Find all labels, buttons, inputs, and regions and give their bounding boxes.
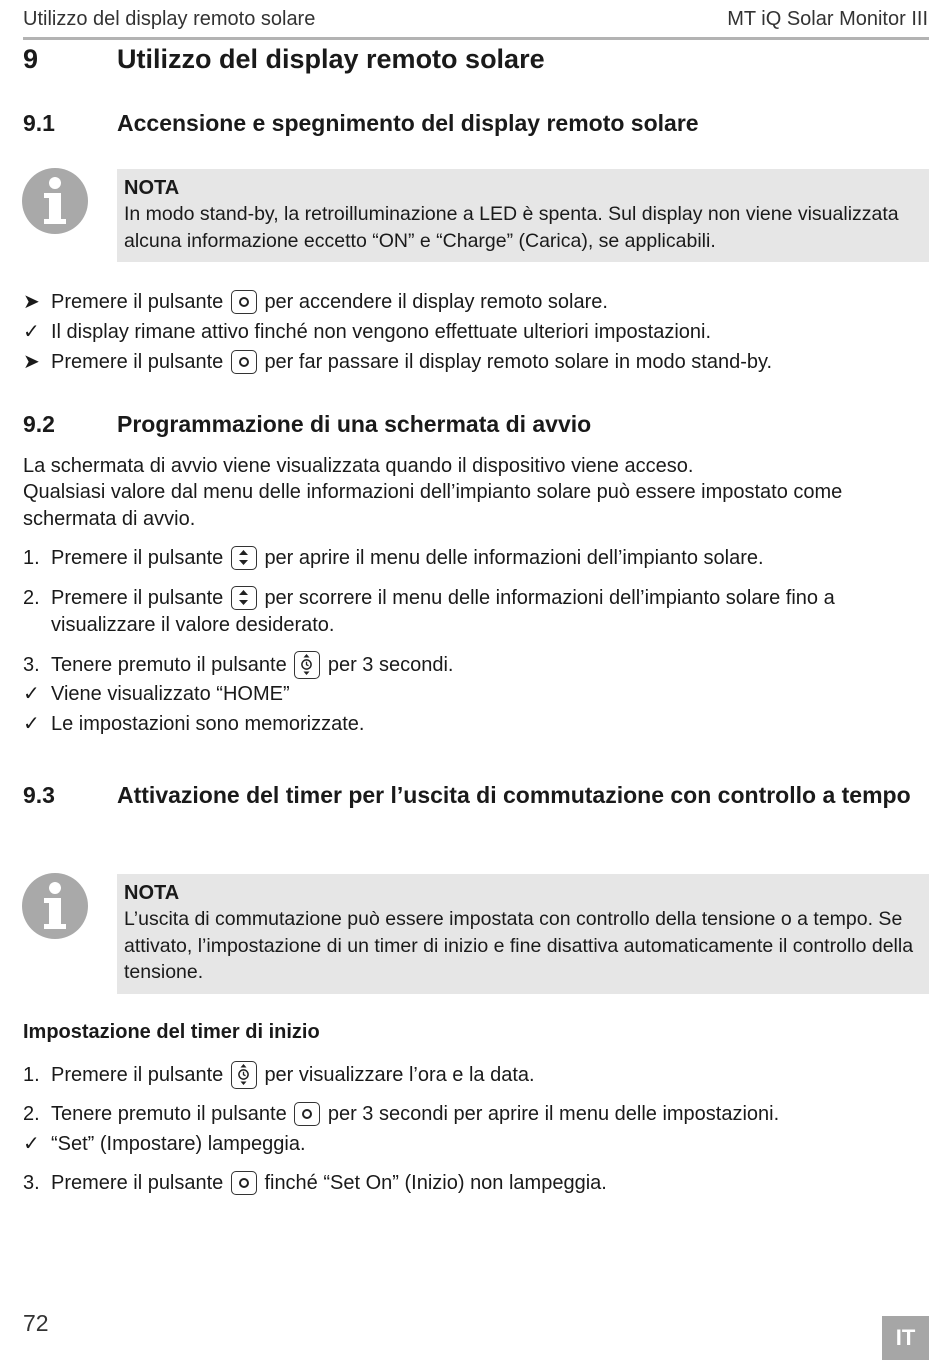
paragraph: Qualsiasi valore dal menu delle informazioni dell’impianto solare può essere impostato come schermata di avvio. — [23, 481, 843, 530]
step-text: per far passare il display remoto solare in modo stand-by. — [264, 351, 773, 373]
list-item — [23, 1101, 929, 1128]
clock-up-down-button-icon — [294, 651, 320, 679]
step-number: 1. — [23, 1064, 40, 1086]
up-down-button-icon — [231, 586, 257, 610]
check-marker: ✓ — [23, 321, 40, 343]
section-title: Utilizzo del display remoto solare — [117, 44, 545, 74]
section-9-3-heading — [23, 779, 929, 845]
step-text: Tenere premuto il pulsante — [51, 654, 287, 676]
power-button-icon — [231, 1171, 257, 1195]
step-number: 2. — [23, 587, 40, 609]
clock-up-down-button-icon — [231, 1061, 257, 1089]
arrow-marker: ➤ — [23, 351, 40, 373]
list-item — [23, 1170, 929, 1197]
section-number: 9 — [23, 44, 39, 74]
list-item — [23, 319, 929, 346]
language-tab: IT — [882, 1316, 929, 1360]
step-text: Le impostazioni sono memorizzate. — [51, 713, 365, 735]
power-button-icon — [231, 350, 257, 374]
section-number: 9.1 — [23, 110, 55, 136]
step-text: Premere il pulsante — [51, 351, 224, 373]
list-item — [23, 545, 929, 572]
power-button-icon — [231, 290, 257, 314]
paragraph: La schermata di avvio viene visualizzata quando il dispositivo viene acceso. — [23, 455, 694, 477]
step-text: per visualizzare l’ora e la data. — [264, 1064, 535, 1086]
step-text: Viene visualizzato “HOME” — [51, 683, 290, 705]
note-title: NOTA — [124, 177, 180, 199]
up-down-button-icon — [231, 546, 257, 570]
step-number: 1. — [23, 547, 40, 569]
step-text: Il display rimane attivo finché non vengono effettuate ulteriori impostazioni. — [51, 321, 712, 343]
note-text: L’uscita di commutazione può essere impostata con controllo della tensione o a tempo. Se attivato, l’impostazione di un timer di inizio e fine disattiva automaticamente il controllo della tensione. — [124, 908, 914, 983]
check-marker: ✓ — [23, 713, 40, 735]
section-title: Accensione e spegnimento del display remoto solare — [117, 110, 699, 136]
step-text: per 3 secondi. — [327, 654, 454, 676]
check-marker: ✓ — [23, 1133, 40, 1155]
step-number: 3. — [23, 654, 40, 676]
note-text: In modo stand-by, la retroilluminazione a LED è spenta. Sul display non viene visualizzata alcuna informazione eccetto “ON” e “Charge” (Carica), se applicabili. — [124, 203, 899, 252]
list-item — [23, 1131, 929, 1158]
step-number: 3. — [23, 1172, 40, 1194]
list-item — [23, 1061, 929, 1089]
step-text: per accendere il display remoto solare. — [264, 291, 608, 313]
subheading: Impostazione del timer di inizio — [23, 1021, 320, 1043]
list-item — [23, 349, 929, 376]
step-text: finché “Set On” (Inizio) non lampeggia. — [264, 1172, 607, 1194]
list-item — [23, 289, 929, 316]
power-button-icon — [294, 1102, 320, 1126]
check-marker: ✓ — [23, 683, 40, 705]
running-header-right: MT iQ Solar Monitor III — [727, 8, 928, 30]
step-text: per scorrere il menu delle informazioni dell’impianto solare fino a visualizzare il valore desiderato. — [51, 587, 835, 636]
note-box — [117, 874, 929, 994]
note-box — [117, 169, 929, 262]
step-text: Premere il pulsante — [51, 1064, 224, 1086]
info-icon — [22, 168, 88, 234]
list-item — [23, 585, 929, 639]
list-item — [23, 651, 929, 679]
page-number: 72 — [23, 1310, 49, 1336]
section-number: 9.2 — [23, 411, 55, 437]
step-text: “Set” (Impostare) lampeggia. — [51, 1133, 306, 1155]
step-text: Premere il pulsante — [51, 291, 224, 313]
step-text: Tenere premuto il pulsante — [51, 1103, 287, 1125]
step-text: Premere il pulsante — [51, 1172, 224, 1194]
info-icon — [22, 873, 88, 939]
step-text: per 3 secondi per aprire il menu delle impostazioni. — [327, 1103, 780, 1125]
section-title: Programmazione di una schermata di avvio — [117, 411, 592, 437]
section-title: Attivazione del timer per l’uscita di commutazione con controllo a tempo — [117, 782, 911, 808]
step-text: per aprire il menu delle informazioni dell’impianto solare. — [264, 547, 764, 569]
list-item — [23, 681, 929, 708]
header-rule — [23, 37, 929, 40]
section-number: 9.3 — [23, 782, 55, 808]
step-text: Premere il pulsante — [51, 587, 224, 609]
running-header-left: Utilizzo del display remoto solare — [23, 8, 316, 30]
note-title: NOTA — [124, 882, 180, 904]
arrow-marker: ➤ — [23, 291, 40, 313]
step-number: 2. — [23, 1103, 40, 1125]
step-text: Premere il pulsante — [51, 547, 224, 569]
list-item — [23, 711, 929, 738]
